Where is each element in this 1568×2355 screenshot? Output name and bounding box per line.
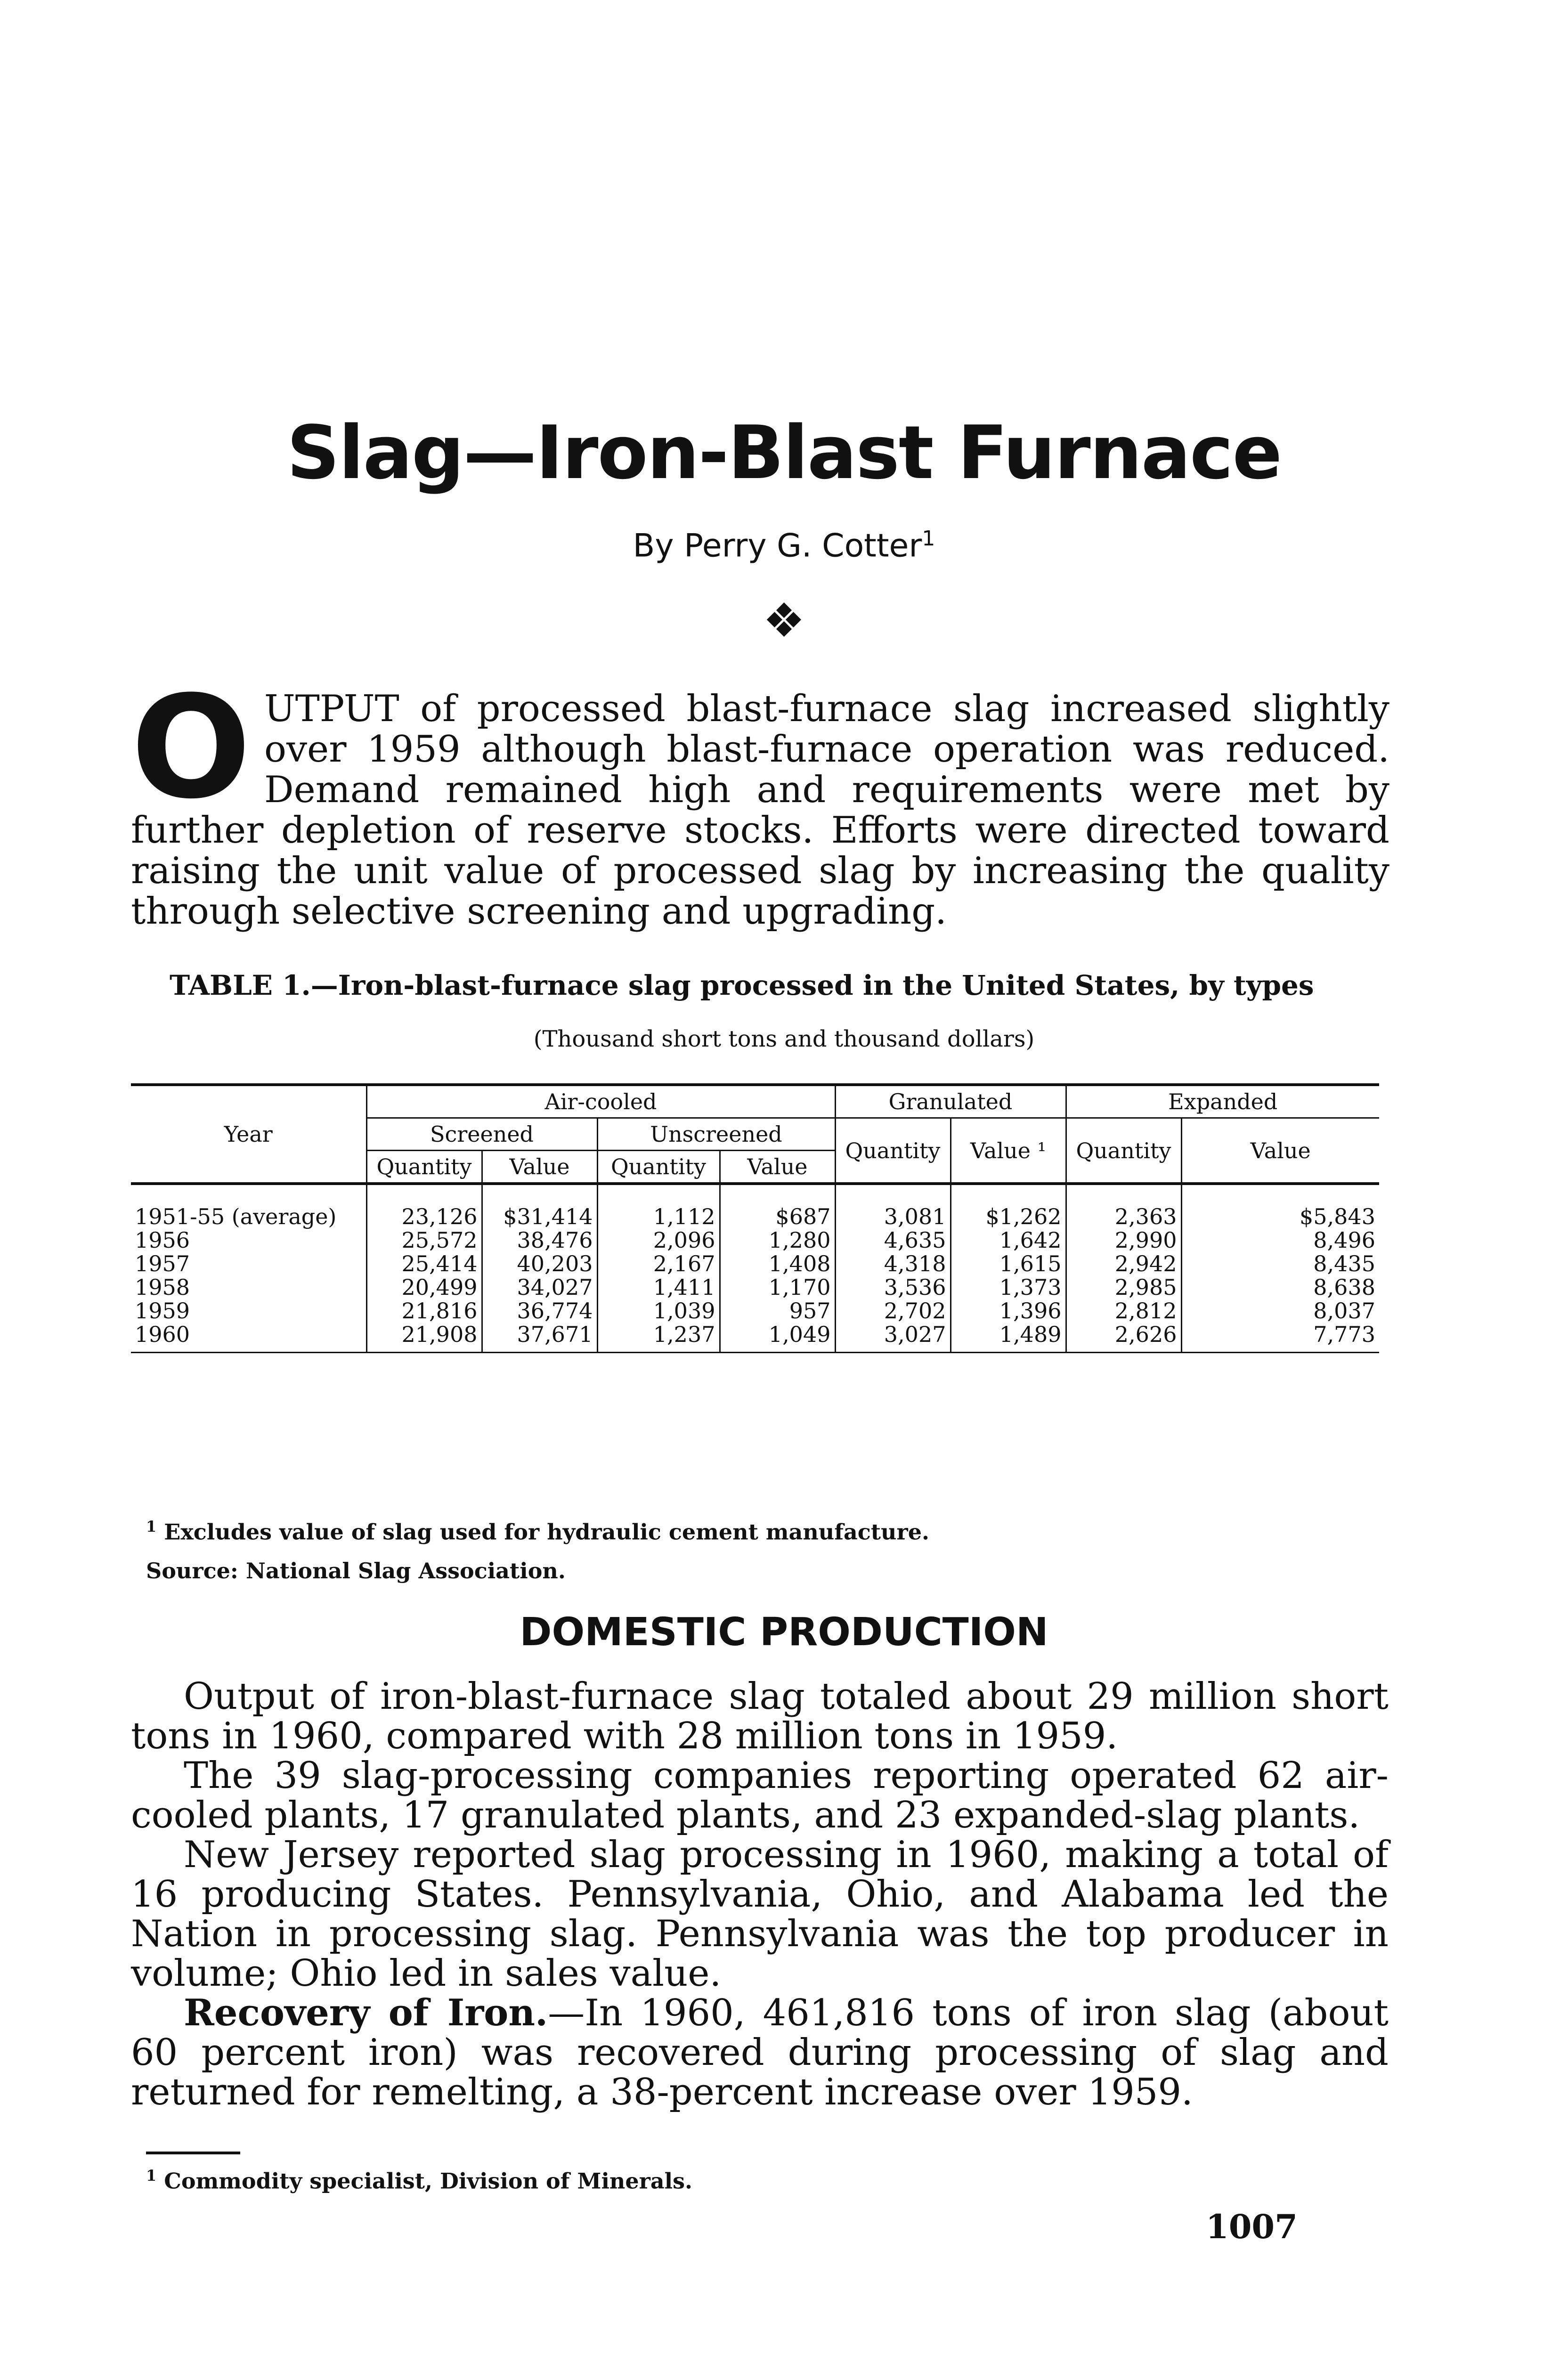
granulated-quantity-cell: 4,635 <box>835 1228 951 1252</box>
header-screened-quantity: Quantity <box>366 1151 482 1184</box>
year-cell: 1960 <box>131 1323 366 1353</box>
recovery-heading: Recovery of Iron. <box>184 1991 548 2034</box>
header-screened-value: Value <box>482 1151 597 1184</box>
paragraph-recovery <box>131 1993 1389 2112</box>
granulated-value-cell: 1,615 <box>951 1252 1066 1275</box>
screened-value-cell: 36,774 <box>482 1299 597 1323</box>
recovery-text: —In 1960, 461,816 tons of iron slag (about 60 percent iron) was recovered during processing of slag and returned for remelting, a 38-percent increase over 1959. <box>131 1992 1389 2113</box>
header-unscreened: Unscreened <box>597 1118 835 1151</box>
header-screened: Screened <box>366 1118 597 1151</box>
unscreened-value-cell: 1,049 <box>720 1323 835 1353</box>
screened-value-cell: 37,671 <box>482 1323 597 1353</box>
screened-value-cell: 38,476 <box>482 1228 597 1252</box>
paragraph: New Jersey reported slag processing in 1960, making a total of 16 producing States. Pennsylvania, Ohio, and Alabama led the Nation in processing slag. Pennsylvania was the top producer in volume; Ohio led in sales value. <box>131 1834 1389 1995</box>
header-expanded-quantity: Quantity <box>1066 1118 1181 1184</box>
year-cell: 1957 <box>135 1251 190 1276</box>
granulated-quantity-cell: 3,081 <box>835 1184 951 1228</box>
header-expanded-value: Value <box>1181 1118 1379 1184</box>
year-cell: 1959 <box>135 1298 190 1324</box>
ornament-icon: ❖ <box>763 593 805 648</box>
header-granulated-quantity: Quantity <box>835 1118 951 1184</box>
expanded-value-cell: 8,638 <box>1181 1275 1379 1299</box>
unscreened-quantity-cell: 2,096 <box>597 1228 720 1252</box>
table-row <box>131 1323 1379 1353</box>
intro-paragraph <box>131 666 1389 933</box>
paragraph: The 39 slag-processing companies reporting operated 62 air-cooled plants, 17 granulated plants, and 23 expanded-slag plants. <box>131 1754 1389 1836</box>
unscreened-value-cell: $687 <box>720 1184 835 1228</box>
expanded-quantity-cell: 2,942 <box>1066 1252 1181 1275</box>
table-row <box>131 1228 1379 1252</box>
expanded-value-cell: 8,435 <box>1181 1252 1379 1275</box>
unscreened-quantity-cell: 1,112 <box>597 1184 720 1228</box>
slag-table <box>131 1083 1379 1353</box>
expanded-quantity-cell: 2,985 <box>1066 1275 1181 1299</box>
screened-quantity-cell: 20,499 <box>366 1275 482 1299</box>
granulated-quantity-cell: 2,702 <box>835 1299 951 1323</box>
author-name: By Perry G. Cotter <box>633 527 922 565</box>
year-cell: 1958 <box>135 1275 190 1300</box>
granulated-quantity-cell: 4,318 <box>835 1252 951 1275</box>
header-granulated-value: Value ¹ <box>951 1118 1066 1184</box>
screened-quantity-cell: 25,414 <box>366 1252 482 1275</box>
expanded-value-cell: 8,037 <box>1181 1299 1379 1323</box>
table-caption: TABLE 1.—Iron-blast-furnace slag processed in the United States, by types <box>170 969 1314 1001</box>
expanded-quantity-cell: 2,626 <box>1066 1323 1181 1353</box>
footnote-rule <box>146 2152 240 2154</box>
expanded-value-cell: 7,773 <box>1181 1323 1379 1353</box>
drop-cap: O <box>131 666 252 830</box>
table-footnote <box>146 1518 929 1544</box>
table-footnote-text: Excludes value of slag used for hydraulic cement manufacture. <box>164 1519 930 1545</box>
screened-quantity-cell: 21,816 <box>366 1299 482 1323</box>
header-air-cooled: Air-cooled <box>366 1085 835 1118</box>
expanded-quantity-cell: 2,812 <box>1066 1299 1181 1323</box>
page-number: 1007 <box>1206 2207 1298 2246</box>
author-footnote-mark: 1 <box>146 2167 157 2184</box>
table-source: Source: National Slag Association. <box>146 1558 566 1584</box>
year-cell: 1951-55 (average) <box>135 1204 337 1229</box>
granulated-value-cell: 1,396 <box>951 1299 1066 1323</box>
unscreened-quantity-cell: 1,237 <box>597 1323 720 1353</box>
author-footnote-ref: 1 <box>922 527 935 551</box>
author-footnote <box>146 2167 692 2193</box>
granulated-quantity-cell: 3,027 <box>835 1323 951 1353</box>
unscreened-quantity-cell: 1,411 <box>597 1275 720 1299</box>
intro-text: UTPUT of processed blast-furnace slag increased slightly over 1959 although blast-furnace operation was reduced. Demand remained high and requirements were met by further depletion of reserve stocks. Efforts were directed toward raising the unit value of processed slag by increasing the quality through selective screening and upgrading. <box>131 688 1389 933</box>
screened-value-cell: 34,027 <box>482 1275 597 1299</box>
expanded-quantity-cell: 2,363 <box>1066 1184 1181 1228</box>
table-footnote-mark: 1 <box>146 1518 157 1535</box>
body-text <box>131 1677 1389 2112</box>
section-heading: DOMESTIC PRODUCTION <box>520 1610 1048 1655</box>
paragraph: Output of iron-blast-furnace slag totaled about 29 million short tons in 1960, compared with 28 million tons in 1959. <box>131 1675 1389 1757</box>
granulated-value-cell: 1,373 <box>951 1275 1066 1299</box>
table-row <box>131 1275 1379 1299</box>
unscreened-value-cell: 1,170 <box>720 1275 835 1299</box>
expanded-value-cell: $5,843 <box>1181 1184 1379 1228</box>
byline <box>0 527 1568 565</box>
header-unscreened-quantity: Quantity <box>597 1151 720 1184</box>
header-year: Year <box>131 1085 366 1184</box>
screened-quantity-cell: 21,908 <box>366 1323 482 1353</box>
header-expanded: Expanded <box>1066 1085 1379 1118</box>
unscreened-value-cell: 1,408 <box>720 1252 835 1275</box>
table-row <box>131 1184 1379 1228</box>
author-footnote-text: Commodity specialist, Division of Minerals. <box>164 2168 693 2194</box>
expanded-value-cell: 8,496 <box>1181 1228 1379 1252</box>
table-row <box>131 1252 1379 1275</box>
page-title: Slag—Iron-Blast Furnace <box>286 410 1282 495</box>
header-unscreened-value: Value <box>720 1151 835 1184</box>
expanded-quantity-cell: 2,990 <box>1066 1228 1181 1252</box>
screened-value-cell: $31,414 <box>482 1184 597 1228</box>
year-cell: 1956 <box>135 1227 190 1253</box>
granulated-quantity-cell: 3,536 <box>835 1275 951 1299</box>
screened-value-cell: 40,203 <box>482 1252 597 1275</box>
unscreened-value-cell: 957 <box>720 1299 835 1323</box>
table-row <box>131 1299 1379 1323</box>
unscreened-quantity-cell: 2,167 <box>597 1252 720 1275</box>
unscreened-value-cell: 1,280 <box>720 1228 835 1252</box>
granulated-value-cell: 1,489 <box>951 1323 1066 1353</box>
screened-quantity-cell: 25,572 <box>366 1228 482 1252</box>
header-granulated: Granulated <box>835 1085 1066 1118</box>
screened-quantity-cell: 23,126 <box>366 1184 482 1228</box>
granulated-value-cell: 1,642 <box>951 1228 1066 1252</box>
granulated-value-cell: $1,262 <box>951 1184 1066 1228</box>
unscreened-quantity-cell: 1,039 <box>597 1299 720 1323</box>
table-subcaption: (Thousand short tons and thousand dollars) <box>533 1026 1035 1052</box>
